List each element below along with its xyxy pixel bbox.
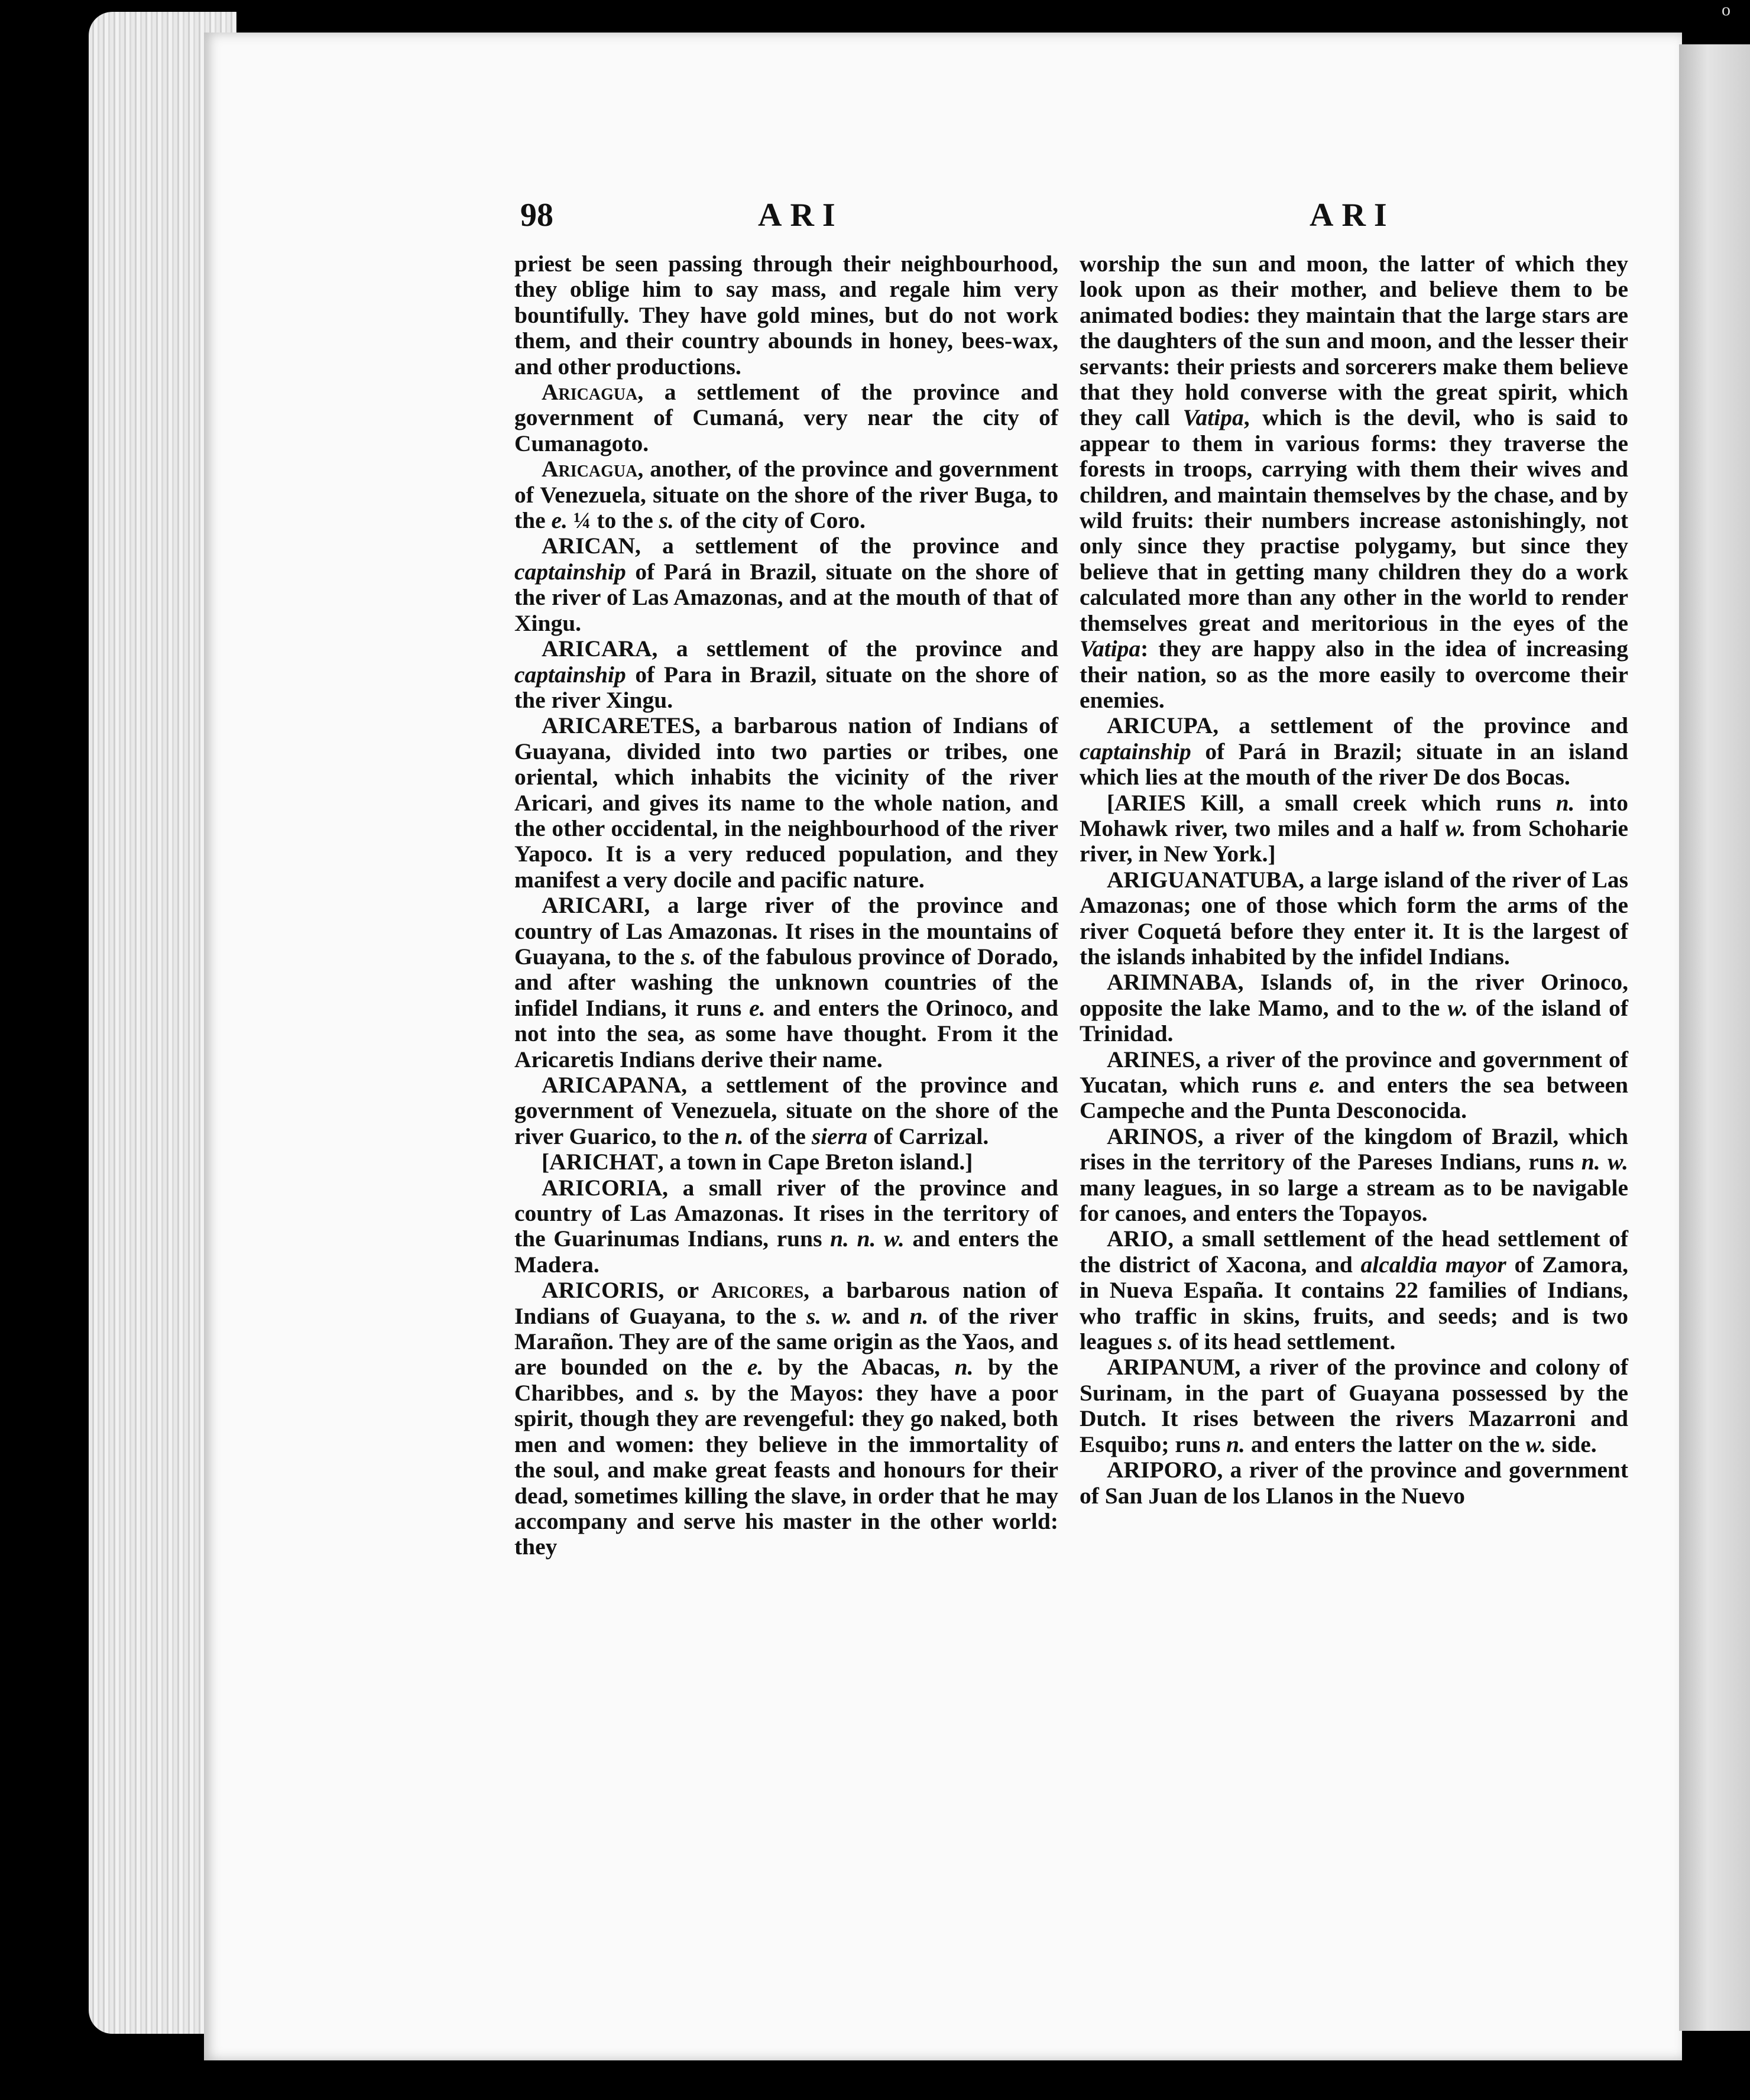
entry-aripanum: ARIPANUM, a river of the province and colony of Surinam, in the part of Guayana possessed by the Dutch. It rises between the rivers Mazarroni and Esquibo; runs n. and enters the latter on the w. side. xyxy=(1080,1354,1628,1457)
entry-aricaretes: ARICARETES, a barbarous nation of Indians of Guayana, divided into two parties or tribes, one oriental, which inhabits the vicinity of the river Aricari, and gives its name to the whole nation, and the other occidental, in the neighbourhood of the river Yapoco. It is a very reduced population, and they manifest a very docile and pacific nature. xyxy=(514,712,1058,893)
running-head-right: ARI xyxy=(1310,197,1395,234)
entry-arimnaba: ARIMNABA, Islands of, in the river Orinoco, opposite the lake Mamo, and to the w. of the island of Trinidad. xyxy=(1080,969,1628,1047)
page-number: 98 xyxy=(520,197,553,234)
text-column-right xyxy=(1080,251,1628,1509)
corner-mark: o xyxy=(1722,0,1730,20)
entry-arinos: ARINOS, a river of the kingdom of Brazil, which rises in the territory of the Pareses Indians, runs n. w. many leagues, in so large a stream as to be navigable for canoes, and enters the Topayos. xyxy=(1080,1123,1628,1227)
running-head-left: ARI xyxy=(758,197,844,234)
entry-aricagua-2: Aricagua, another, of the province and government of Venezuela, situate on the shore of the river Buga, to the e. ¼ to the s. of the city of Coro. xyxy=(514,456,1058,534)
entry-arican: ARICAN, a settlement of the province and captainship of Pará in Brazil, situate on the shore of the river of Las Amazonas, and at the mouth of that of Xingu. xyxy=(514,533,1058,636)
entry-ario: ARIO, a small settlement of the head settlement of the district of Xacona, and alcaldia mayor of Zamora, in Nueva España. It contains 22 families of Indians, who traffic in skins, fruits, and seeds; and is two leagues s. of its head settlement. xyxy=(1080,1226,1628,1355)
entry-arines: ARINES, a river of the province and government of Yucatan, which runs e. and enters the sea between Campeche and the Punta Desconocida. xyxy=(1080,1046,1628,1124)
entry-aricara: ARICARA, a settlement of the province and captainship of Para in Brazil, situate on the shore of the river Xingu. xyxy=(514,636,1058,713)
entry-continuation: worship the sun and moon, the latter of which they look upon as their mother, and believe them to be animated bodies: they maintain that the large stars are the daughters of the sun and moon, and the lesser their servants: their priests and sorcerers make them believe that they hold converse with the great spirit, which they call Vatipa, which is the devil, who is said to appear to them in various forms: they traverse the forests in troops, carrying with them their wives and children, and maintain themselves by the chase, and by wild fruits: their numbers increase astonishingly, not only since they practise polygamy, but since they believe that in getting many children they do a work calculated more than any other in the world to render themselves great and meritorious in the eyes of the Vatipa: they are happy also in the idea of increasing their nation, so as the more easily to overcome their enemies. xyxy=(1080,251,1628,713)
entry-ariguanatuba: ARIGUANATUBA, a large island of the river of Las Amazonas; one of those which form the arms of the river Coquetá before they enter it. It is the largest of the islands inhabited by the infidel Indians. xyxy=(1080,866,1628,970)
entry-aricupa: ARICUPA, a settlement of the province and captainship of Pará in Brazil; situate in an island which lies at the mouth of the river De dos Bocas. xyxy=(1080,712,1628,790)
entry-aricari: ARICARI, a large river of the province and country of Las Amazonas. It rises in the mountains of Guayana, to the s. of the fabulous province of Dorado, and after washing the unknown countries of the infidel Indians, it runs e. and enters the Orinoco, and not into the sea, as some have thought. From it the Aricaretis Indians derive their name. xyxy=(514,892,1059,1072)
entry-ariporo: ARIPORO, a river of the province and government of San Juan de los Llanos in the Nuevo xyxy=(1080,1457,1628,1509)
entry-aricoria: ARICORIA, a small river of the province and country of Las Amazonas. It rises in the territory of the Guarinumas Indians, runs n. n. w. and enters the Madera. xyxy=(514,1174,1058,1278)
entry-arichat: [ARICHAT, a town in Cape Breton island.] xyxy=(542,1149,973,1175)
entry-aries-kill: [ARIES Kill, a small creek which runs n. into Mohawk river, two miles and a half w. from Schoharie river, in New York.] xyxy=(1080,789,1628,867)
entry-continuation: priest be seen passing through their neighbourhood, they oblige him to say mass, and regale him very bountifully. They have gold mines, but do not work them, and their country abounds in honey, bees-wax, and other productions. xyxy=(514,251,1058,380)
text-column-left xyxy=(514,251,1058,1560)
facing-page-edge xyxy=(1679,44,1750,2031)
entry-aricapana: ARICAPANA, a settlement of the province and government of Venezuela, situate on the shore of the river Guarico, to the n. of the sierra of Carrizal. xyxy=(514,1072,1058,1149)
entry-aricoris: ARICORIS, or Aricores, a barbarous nation of Indians of Guayana, to the s. w. and n. of the river Marañon. They are of the same origin as the Yaos, and are bounded on the e. by the Abacas, n. by the Charibbes, and s. by the Mayos: they have a poor spirit, though they are revengeful: they go naked, both men and women: they believe in the immortality of the soul, and make great feasts and honours for their dead, sometimes killing the slave, in order that he may accompany and serve his master in the other world: they xyxy=(514,1277,1058,1560)
entry-aricagua: Aricagua, a settlement of the province and government of Cumaná, very near the city of Cumanagoto. xyxy=(514,379,1058,456)
